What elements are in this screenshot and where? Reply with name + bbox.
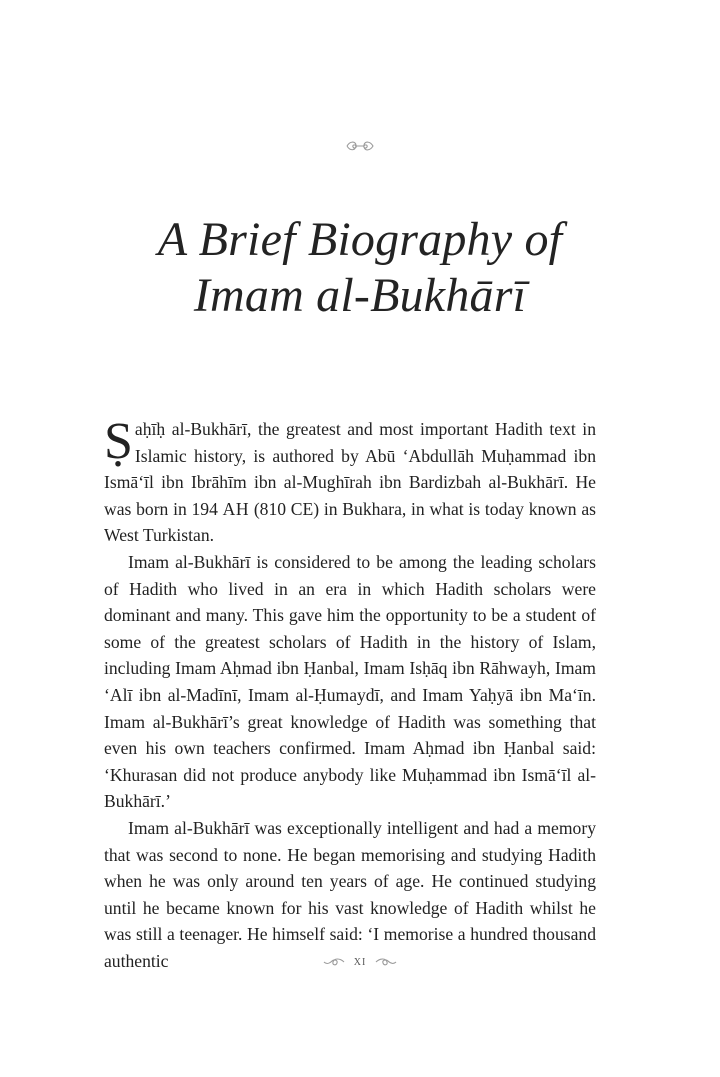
page-number: xi [353, 954, 367, 969]
era-abbreviation: AH [222, 498, 250, 519]
header-ornament [0, 140, 720, 152]
paragraph-2: Imam al-Bukhārī is considered to be among the leading scholars of Hadith who lived in an era in which Hadith scholars were dominant and many. This gave him the opportunity to be a student of some of the greatest scholars of Hadith in the history of Islam, including Imam Aḥmad ibn Ḥanbal, Imam Isḥāq ibn Rāhwayh, Imam ‘Alī ibn al-Madīnī, Imam al-Ḥumaydī, and Imam Yaḥyā ibn Ma‘īn. Imam al-Bukhārī’s great knowledge of Hadith was something that even his own teachers confirmed. Imam Aḥmad ibn Ḥanbal said: ‘Khurasan did not produce anybody like Muḥammad ibn Ismā‘īl al-Bukhārī.’ [104, 551, 596, 812]
paragraph-1-text-b: (810 CE) in Bukhara, in what is today known as West Turkistan. [104, 498, 596, 546]
paragraph-3: Imam al-Bukhārī was exceptionally intelligent and had a memory that was second to none. He began memorising and studying Hadith when he was only around ten years of age. He continued studying until he became known for his vast knowledge of Hadith whilst he was still a teenager. He himself said: ‘I memorise a hundred thousand authentic [104, 817, 596, 971]
drop-cap: Ṣ [104, 413, 133, 470]
flourish-right-icon [374, 957, 398, 967]
paragraph-1 [104, 413, 596, 549]
chapter-title-line-2: Imam al-Bukhārī [193, 269, 527, 322]
flourish-left-icon [322, 957, 346, 967]
page-footer [0, 954, 720, 970]
scroll-flourish-icon [345, 140, 375, 152]
chapter-title-line-1: A Brief Biography of [157, 213, 563, 266]
paragraph-1-text-a: aḥīḥ al-Bukhārī, the greatest and most important Hadith text in Islamic history, is authored by Abū ‘Abdullāh Muḥammad ibn Ismā‘īl ibn Ibrāhīm ibn al-Mughīrah ibn Bardizbah al-Bukhārī. He was born in 194 [104, 419, 596, 519]
body-text [104, 413, 596, 974]
chapter-title [0, 212, 720, 324]
